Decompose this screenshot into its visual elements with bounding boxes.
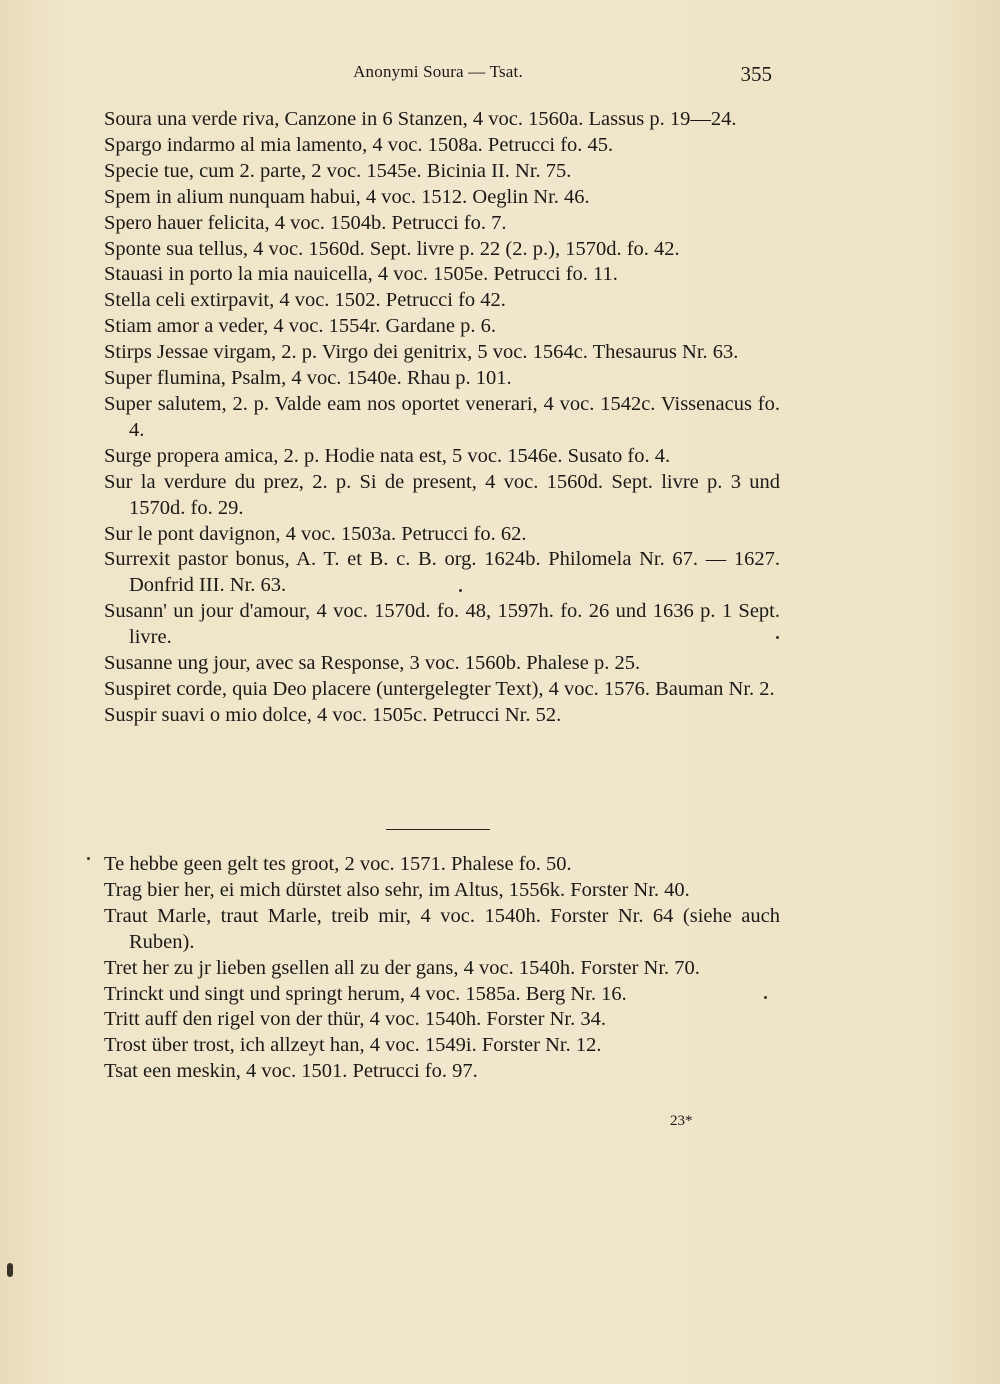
list-item: Tret her zu jr lieben gsellen all zu der gans, 4 voc. 1540h. Forster Nr. 70. — [104, 956, 700, 979]
running-head — [104, 62, 772, 90]
entry-list-t — [104, 852, 780, 1085]
list-item: Stella celi extirpavit, 4 voc. 1502. Petrucci fo 42. — [104, 289, 506, 312]
list-item: Traut Marle, traut Marle, treib mir, 4 voc. 1540h. Forster Nr. 64 (siehe auch Ruben). — [104, 904, 780, 953]
paper-speck — [776, 636, 779, 639]
section-divider — [386, 829, 490, 830]
list-item: Sur la verdure du prez, 2. p. Si de present, 4 voc. 1560d. Sept. livre p. 3 und 1570d. fo. 29. — [104, 470, 780, 519]
list-item: Stirps Jessae virgam, 2. p. Virgo dei genitrix, 5 voc. 1564c. Thesaurus Nr. 63. — [104, 341, 739, 364]
page-number: 355 — [740, 62, 772, 86]
list-item: Spem in alium nunquam habui, 4 voc. 1512. Oeglin Nr. 46. — [104, 185, 590, 208]
list-item: Soura una verde riva, Canzone in 6 Stanzen, 4 voc. 1560a. Lassus p. 19—24. — [104, 108, 737, 130]
list-item: Surrexit pastor bonus, A. T. et B. c. B. org. 1624b. Philomela Nr. 67. — 1627. Donfrid III. Nr. 63. — [104, 548, 780, 597]
list-item: Suspiret corde, quia Deo placere (untergelegter Text), 4 voc. 1576. Bauman Nr. 2. — [104, 677, 775, 700]
list-item: Sur le pont davignon, 4 voc. 1503a. Petrucci fo. 62. — [104, 522, 527, 545]
list-item: Stauasi in porto la mia nauicella, 4 voc. 1505e. Petrucci fo. 11. — [104, 263, 618, 286]
paper-speck — [459, 589, 462, 592]
paper-speck — [764, 996, 767, 999]
list-item: Tritt auff den rigel von der thür, 4 voc. 1540h. Forster Nr. 34. — [104, 1008, 606, 1031]
list-item: Susanne ung jour, avec sa Response, 3 voc. 1560b. Phalese p. 25. — [104, 652, 641, 675]
entry-list-s — [104, 107, 780, 729]
list-item: Sponte sua tellus, 4 voc. 1560d. Sept. livre p. 22 (2. p.), 1570d. fo. 42. — [104, 237, 680, 260]
list-item: Super salutem, 2. p. Valde eam nos oportet venerari, 4 voc. 1542c. Vissenacus fo. 4. — [104, 392, 780, 441]
list-item: Susann' un jour d'amour, 4 voc. 1570d. fo. 48, 1597h. fo. 26 und 1636 p. 1 Sept. livre. — [104, 600, 780, 649]
list-item: Trag bier her, ei mich dürstet also sehr, im Altus, 1556k. Forster Nr. 40. — [104, 878, 690, 901]
list-item: Spargo indarmo al mia lamento, 4 voc. 1508a. Petrucci fo. 45. — [104, 133, 614, 156]
list-item: Te hebbe geen gelt tes groot, 2 voc. 1571. Phalese fo. 50. — [104, 853, 572, 875]
list-item: Specie tue, cum 2. parte, 2 voc. 1545e. Bicinia II. Nr. 75. — [104, 159, 572, 182]
paper-speck — [87, 857, 90, 860]
list-item: Trost über trost, ich allzeyt han, 4 voc. 1549i. Forster Nr. 12. — [104, 1034, 602, 1057]
list-item: Surge propera amica, 2. p. Hodie nata est, 5 voc. 1546e. Susato fo. 4. — [104, 444, 671, 467]
paper-speck — [7, 1263, 13, 1277]
list-item: Trinckt und singt und springt herum, 4 voc. 1585a. Berg Nr. 16. — [104, 982, 627, 1005]
list-item: Spero hauer felicita, 4 voc. 1504b. Petrucci fo. 7. — [104, 211, 507, 234]
list-item: Suspir suavi o mio dolce, 4 voc. 1505c. Petrucci Nr. 52. — [104, 703, 562, 726]
signature-mark: 23* — [670, 1113, 693, 1129]
running-title: Anonymi Soura — Tsat. — [353, 62, 523, 81]
list-item: Tsat een meskin, 4 voc. 1501. Petrucci fo. 97. — [104, 1060, 478, 1083]
list-item: Super flumina, Psalm, 4 voc. 1540e. Rhau p. 101. — [104, 367, 512, 390]
list-item: Stiam amor a veder, 4 voc. 1554r. Gardane p. 6. — [104, 315, 496, 338]
